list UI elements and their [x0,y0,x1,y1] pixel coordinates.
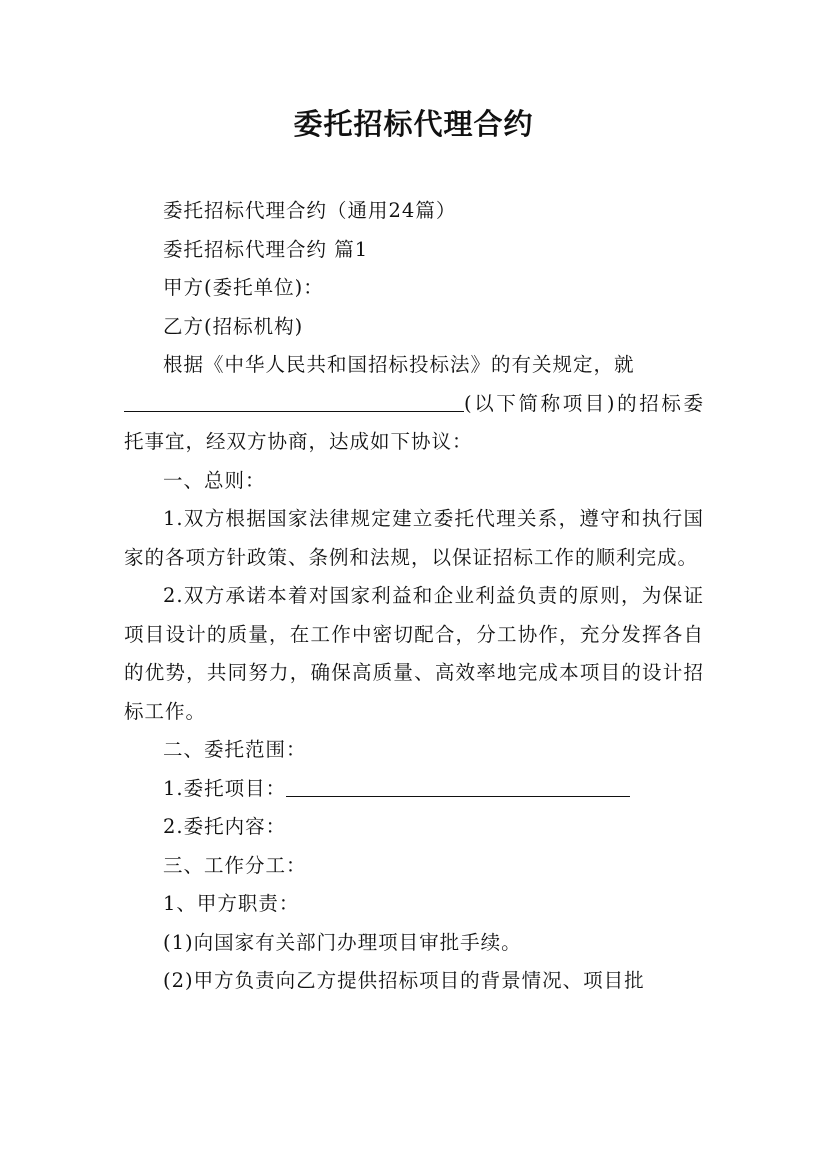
paragraph-party-a-duties: 1、甲方职责： [163,892,300,915]
paragraph-scope-project [124,770,704,809]
blank-scope-project-line [286,776,630,797]
paragraph-scope: 二、委托范围： [163,738,307,761]
paragraph-principle-2: 2.双方承诺本着对国家利益和企业利益负责的原则，为保证项目设计的质量，在工作中密切配合，分工协作，充分发挥各自的优势，共同努力，确保高质量、高效率地完成本项目的设计招标工作。 [124,584,704,723]
paragraph-principle-1: 1.双方根据国家法律规定建立委托代理关系，遵守和执行国家的各项方针政策、条例和法规，以保证招标工作的顺利完成。 [124,507,704,569]
paragraph-party-b: 乙方(招标机构) [163,314,304,338]
paragraph-duty-2: (2)甲方负责向乙方提供招标项目的背景情况、项目批 [163,969,645,992]
paragraph-party-a: 甲方(委托单位)： [163,276,324,299]
scope-project-label: 1.委托项目： [163,776,287,800]
paragraph-duty-1: (1)向国家有关部门办理项目审批手续。 [163,930,522,954]
paragraph-subtitle: 委托招标代理合约（通用24篇） [163,199,457,222]
paragraph-scope-content: 2.委托内容： [163,815,287,838]
paragraph-basis: 根据《中华人民共和国招标投标法》的有关规定，就 [163,353,635,376]
paragraph-section-title: 委托招标代理合约 篇1 [163,237,369,261]
paragraph-general-principles: 一、总则： [163,468,266,492]
document-title: 委托招标代理合约 [293,107,534,141]
paragraph-project-text: (以下简称项目)的招标委托事宜，经双方协商，达成如下协议： [124,391,704,453]
document-body [124,192,704,1001]
blank-project-name-line [124,391,464,412]
paragraph-division-of-work: 三、工作分工： [163,853,307,877]
paragraph-project-line [124,385,704,462]
